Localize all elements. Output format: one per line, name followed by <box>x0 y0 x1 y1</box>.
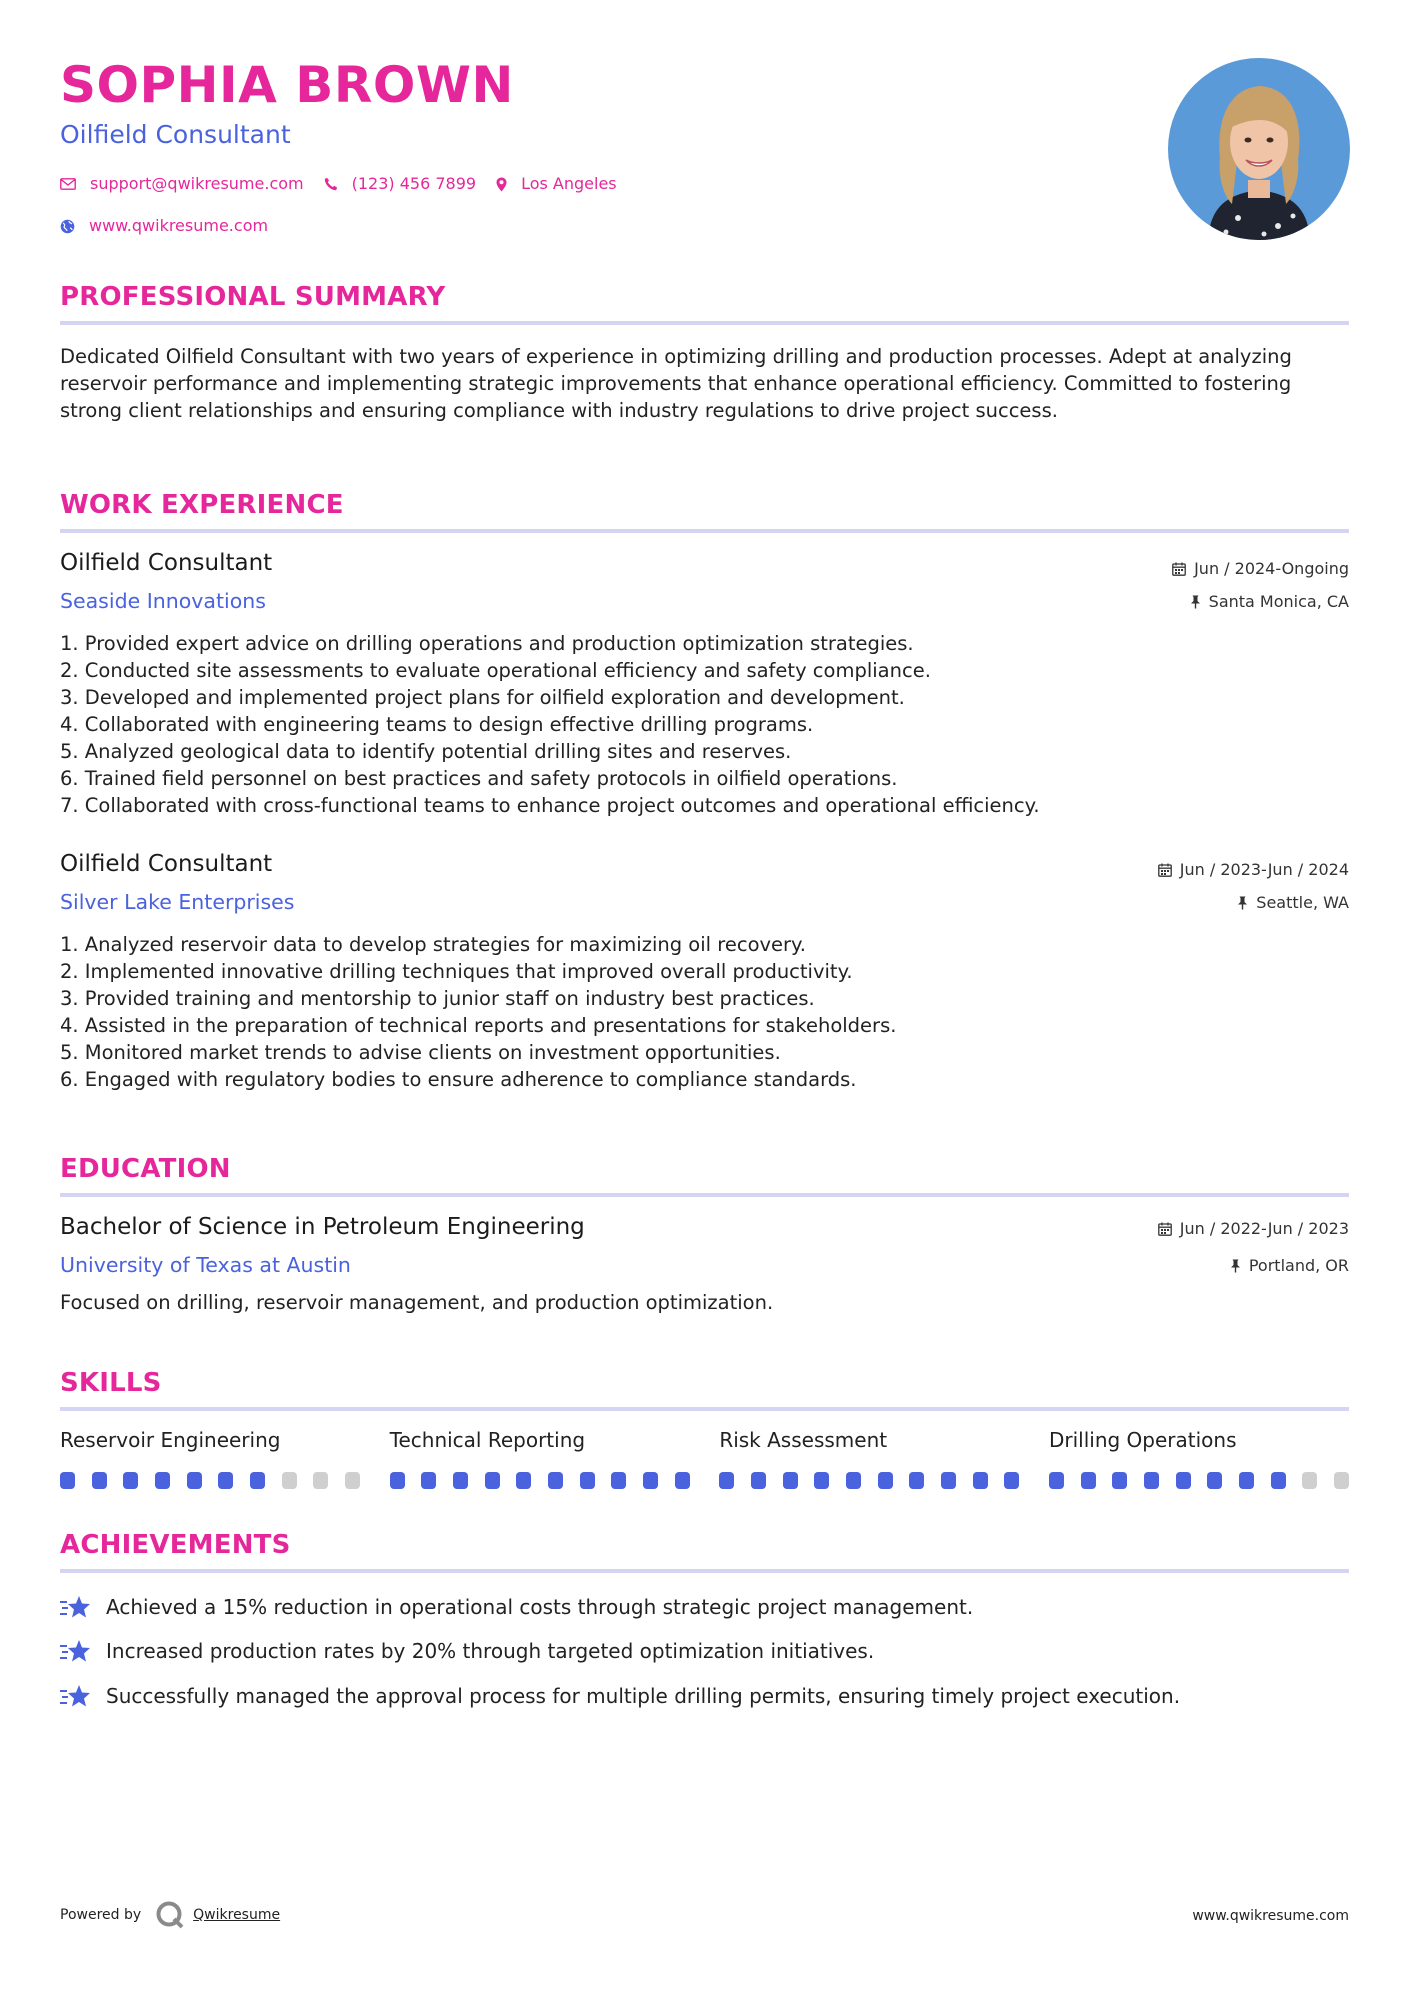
skill-dot-filled <box>580 1472 595 1489</box>
skills-grid <box>60 1428 1349 1489</box>
skill-rating <box>60 1472 360 1489</box>
skill-dot-filled <box>92 1472 107 1489</box>
skill-dot-filled <box>1049 1472 1064 1489</box>
contact-email[interactable] <box>60 176 304 192</box>
map-pin-icon <box>496 177 507 192</box>
pushpin-icon <box>1230 1259 1241 1273</box>
pushpin-icon <box>1190 595 1201 609</box>
job-1-dates-text: Jun / 2024-Ongoing <box>1194 559 1349 578</box>
skill-dot-filled <box>1239 1472 1254 1489</box>
skill-dot-filled <box>250 1472 265 1489</box>
envelope-icon <box>60 178 76 190</box>
summary-rule <box>60 321 1349 325</box>
skill-dot-filled <box>1004 1472 1019 1489</box>
skill-item <box>390 1428 690 1489</box>
list-item: 4. Assisted in the preparation of technical reports and presentations for stakeholders. <box>60 1014 897 1037</box>
skill-name: Technical Reporting <box>389 1428 586 1452</box>
contact-location <box>496 176 617 192</box>
achievement-item <box>60 1594 973 1620</box>
skill-item <box>1049 1428 1349 1489</box>
candidate-name: SOPHIA BROWN <box>60 56 514 114</box>
pushpin-icon <box>1237 896 1248 910</box>
skill-dot-empty <box>313 1472 328 1489</box>
skill-dot-filled <box>675 1472 690 1489</box>
list-item: 2. Conducted site assessments to evaluate operational efficiency and safety compliance. <box>60 659 931 682</box>
achievement-item <box>60 1638 874 1664</box>
skill-dot-filled <box>878 1472 893 1489</box>
skill-dot-filled <box>611 1472 626 1489</box>
skill-dot-empty <box>1302 1472 1317 1489</box>
job-1-location-text: Santa Monica, CA <box>1208 592 1349 611</box>
education-school: University of Texas at Austin <box>60 1253 351 1277</box>
job-2-dates <box>1158 860 1349 879</box>
education-degree: Bachelor of Science in Petroleum Engineering <box>60 1214 585 1240</box>
list-item: 2. Implemented innovative drilling techniques that improved overall productivity. <box>60 960 853 983</box>
calendar-icon <box>1158 1222 1172 1236</box>
job-1-location <box>1190 592 1349 611</box>
achievement-text: Increased production rates by 20% through targeted optimization initiatives. <box>106 1639 875 1663</box>
contact-row-2 <box>60 218 288 234</box>
candidate-title: Oilfield Consultant <box>60 120 291 149</box>
skill-dot-filled <box>187 1472 202 1489</box>
skill-dot-filled <box>421 1472 436 1489</box>
job-1-dates <box>1172 559 1349 578</box>
star-icon <box>60 1638 92 1664</box>
skill-dot-empty <box>282 1472 297 1489</box>
job-2-bullets <box>60 931 1349 1093</box>
skill-dot-filled <box>123 1472 138 1489</box>
list-item: 4. Collaborated with engineering teams to design effective drilling programs. <box>60 713 814 736</box>
job-2-location-text: Seattle, WA <box>1256 893 1349 912</box>
education-location-text: Portland, OR <box>1248 1256 1349 1275</box>
skill-dot-filled <box>941 1472 956 1489</box>
skill-dot-filled <box>1144 1472 1159 1489</box>
contact-website[interactable] <box>60 218 268 234</box>
skill-dot-empty <box>345 1472 360 1489</box>
skills-rule <box>60 1407 1349 1411</box>
phone-icon <box>324 177 338 191</box>
skill-dot-filled <box>485 1472 500 1489</box>
achievement-item <box>60 1683 1180 1709</box>
skill-rating <box>390 1472 690 1489</box>
skill-dot-filled <box>643 1472 658 1489</box>
skill-item <box>60 1428 360 1489</box>
star-icon <box>60 1594 92 1620</box>
calendar-icon <box>1158 863 1172 877</box>
list-item: 6. Trained field personnel on best practices and safety protocols in oilfield operations. <box>60 767 898 790</box>
skill-dot-filled <box>1081 1472 1096 1489</box>
qwikresume-link[interactable]: Qwikresume <box>193 1907 281 1923</box>
achievement-text: Achieved a 15% reduction in operational costs through strategic project management. <box>106 1595 974 1619</box>
skill-dot-filled <box>1271 1472 1286 1489</box>
skill-item <box>719 1428 1019 1489</box>
job-2-company: Silver Lake Enterprises <box>60 890 295 914</box>
skill-name: Drilling Operations <box>1048 1428 1237 1452</box>
skill-dot-filled <box>548 1472 563 1489</box>
skills-heading: SKILLS <box>60 1368 162 1398</box>
list-item: 3. Developed and implemented project plans for oilfield exploration and development. <box>60 686 905 709</box>
skill-dot-filled <box>719 1472 734 1489</box>
job-2-title: Oilfield Consultant <box>60 851 273 877</box>
experience-heading: WORK EXPERIENCE <box>60 490 344 520</box>
list-item: 7. Collaborated with cross-functional teams to enhance project outcomes and operational efficiency. <box>60 794 1040 817</box>
list-item: 6. Engaged with regulatory bodies to ensure adherence to compliance standards. <box>60 1068 857 1091</box>
skill-name: Risk Assessment <box>719 1428 888 1452</box>
website-text: www.qwikresume.com <box>89 216 269 235</box>
skill-dot-filled <box>1207 1472 1222 1489</box>
skill-dot-filled <box>155 1472 170 1489</box>
job-2-location <box>1237 893 1349 912</box>
list-item: 3. Provided training and mentorship to junior staff on industry best practices. <box>60 987 815 1010</box>
star-icon <box>60 1683 92 1709</box>
skill-dot-filled <box>453 1472 468 1489</box>
education-rule <box>60 1193 1349 1197</box>
education-dates <box>1158 1219 1349 1238</box>
skill-name: Reservoir Engineering <box>60 1428 281 1452</box>
skill-dot-filled <box>814 1472 829 1489</box>
skill-dot-filled <box>783 1472 798 1489</box>
contact-phone[interactable] <box>324 176 476 192</box>
calendar-icon <box>1172 562 1186 576</box>
experience-rule <box>60 529 1349 533</box>
profile-photo <box>1168 58 1350 240</box>
contact-row-1 <box>60 176 637 192</box>
phone-text: (123) 456 7899 <box>351 174 477 193</box>
skill-dot-filled <box>218 1472 233 1489</box>
job-1-company: Seaside Innovations <box>60 589 266 613</box>
skill-dot-filled <box>1112 1472 1127 1489</box>
skill-rating <box>1049 1472 1349 1489</box>
achievements-rule <box>60 1569 1349 1573</box>
education-description: Focused on drilling, reservoir management, and production optimization. <box>60 1291 774 1314</box>
skill-dot-filled <box>973 1472 988 1489</box>
skill-rating <box>719 1472 1019 1489</box>
skill-dot-filled <box>516 1472 531 1489</box>
skill-dot-filled <box>60 1472 75 1489</box>
job-1-title: Oilfield Consultant <box>60 550 273 576</box>
powered-by-label: Powered by <box>60 1907 142 1923</box>
summary-text: Dedicated Oilfield Consultant with two years of experience in optimizing drilling and production processes. Adept at analyzing reservoir performance and implementing strategic improvements that enhance operational efficiency. Committed to fostering strong client relationships and ensuring compliance with industry regulations to drive project success. <box>60 345 1292 422</box>
list-item: 1. Analyzed reservoir data to develop strategies for maximizing oil recovery. <box>60 933 807 956</box>
location-text: Los Angeles <box>521 174 617 193</box>
footer-website[interactable]: www.qwikresume.com <box>1192 1908 1349 1924</box>
achievement-text: Successfully managed the approval process for multiple drilling permits, ensuring timely project execution. <box>106 1684 1181 1708</box>
education-location <box>1230 1256 1349 1275</box>
education-dates-text: Jun / 2022-Jun / 2023 <box>1179 1219 1349 1238</box>
skill-dot-empty <box>1334 1472 1349 1489</box>
skill-dot-filled <box>846 1472 861 1489</box>
job-1-bullets <box>60 630 1349 819</box>
summary-heading: PROFESSIONAL SUMMARY <box>60 282 446 312</box>
skill-dot-filled <box>909 1472 924 1489</box>
education-heading: EDUCATION <box>60 1154 231 1184</box>
footer-powered-by <box>60 1900 280 1930</box>
globe-icon <box>60 219 75 234</box>
job-2-dates-text: Jun / 2023-Jun / 2024 <box>1179 860 1349 879</box>
achievements-heading: ACHIEVEMENTS <box>60 1530 291 1560</box>
skill-dot-filled <box>751 1472 766 1489</box>
skill-dot-filled <box>390 1472 405 1489</box>
qwikresume-logo <box>155 1900 185 1930</box>
list-item: 5. Monitored market trends to advise clients on investment opportunities. <box>60 1041 781 1064</box>
skill-dot-filled <box>1176 1472 1191 1489</box>
list-item: 5. Analyzed geological data to identify potential drilling sites and reserves. <box>60 740 792 763</box>
email-text: support@qwikresume.com <box>90 174 304 193</box>
list-item: 1. Provided expert advice on drilling operations and production optimization strategies. <box>60 632 914 655</box>
